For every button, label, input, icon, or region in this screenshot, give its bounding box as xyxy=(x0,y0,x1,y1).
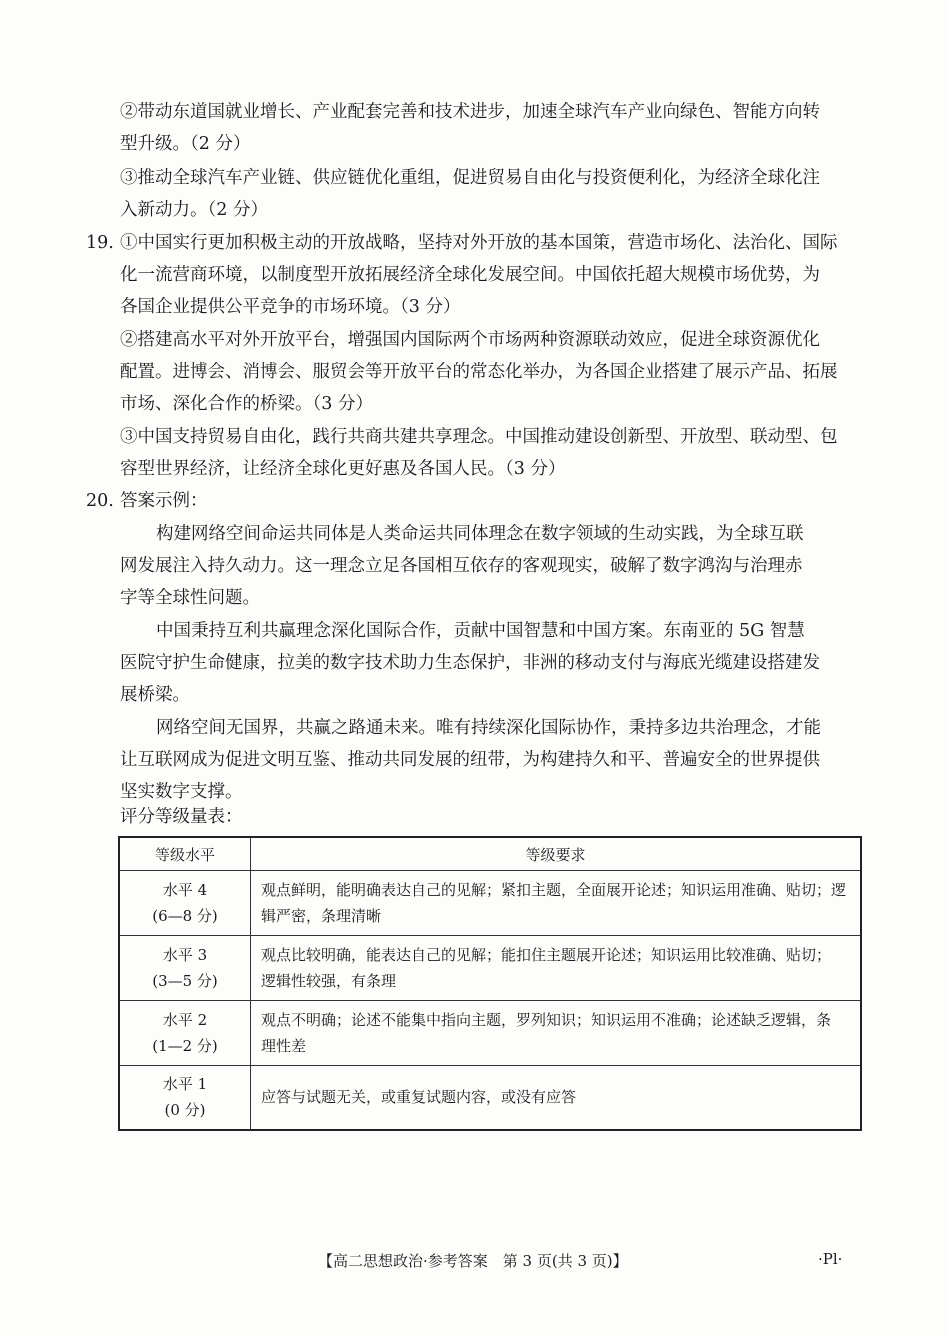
level-cell xyxy=(119,871,251,936)
q18-point-3-line-2: 入新动力。（2 分） xyxy=(120,200,268,220)
q19-point-2-line-3: 市场、深化合作的桥梁。（3 分） xyxy=(120,394,373,414)
header-requirement: 等级要求 xyxy=(251,837,862,871)
level-name: 水平 3 xyxy=(162,946,208,964)
q19-point-1-line-3: 各国企业提供公平竞争的市场环境。（3 分） xyxy=(120,297,461,317)
q19-point-3-line-2: 容型世界经济，让经济全球化更好惠及各国人民。（3 分） xyxy=(120,459,566,479)
grading-scale-title: 评分等级量表： xyxy=(120,807,243,827)
footer-code: ·Pl· xyxy=(818,1250,843,1268)
header-level: 等级水平 xyxy=(119,837,251,871)
q19-point-1-line-1: ①中国实行更加积极主动的开放战略，坚持对外开放的基本国策，营造市场化、法治化、国际 xyxy=(120,233,838,253)
q18-point-3-line-1: ③推动全球汽车产业链、供应链优化重组，促进贸易自由化与投资便利化，为经济全球化注 xyxy=(120,168,820,188)
requirement-line-1: 观点比较明确，能表达自己的见解；能扣住主题展开论述；知识运用比较准确、贴切； xyxy=(261,946,832,964)
level-score: (1—2 分) xyxy=(152,1037,218,1055)
level-cell xyxy=(119,936,251,1001)
level-name: 水平 2 xyxy=(162,1011,208,1029)
q19-point-1-line-2: 化一流营商环境，以制度型开放拓展经济全球化发展空间。中国依托超大规模市场优势，为 xyxy=(120,265,820,285)
q20-para-2-line-2: 医院守护生命健康，拉美的数字技术助力生态保护，非洲的移动支付与海底光缆建设搭建发 xyxy=(120,653,820,673)
requirement-line-2: 逻辑性较强，有条理 xyxy=(261,972,397,990)
level-cell xyxy=(119,1001,251,1066)
requirement-cell xyxy=(251,936,862,1001)
question-20-number: 20. xyxy=(86,491,114,511)
q20-para-2-line-3: 展桥梁。 xyxy=(120,685,190,705)
q20-para-2-line-1: 中国秉持互利共赢理念深化国际合作，贡献中国智慧和中国方案。东南亚的 5G 智慧 xyxy=(156,621,805,641)
level-name: 水平 1 xyxy=(162,1075,208,1094)
requirement-cell xyxy=(251,1001,862,1066)
q19-point-2-line-1: ②搭建高水平对外开放平台，增强国内国际两个市场两种资源联动效应，促进全球资源优化 xyxy=(120,330,820,350)
requirement-line-1: 观点鲜明，能明确表达自己的见解；紧扣主题，全面展开论述；知识运用准确、贴切；逻 xyxy=(261,881,847,899)
q20-para-3-line-2: 让互联网成为促进文明互鉴、推动共同发展的纽带，为构建持久和平、普遍安全的世界提供 xyxy=(120,750,820,770)
q20-para-1-line-3: 字等全球性问题。 xyxy=(120,588,260,608)
requirement-cell xyxy=(251,1066,862,1130)
q20-para-1-line-1: 构建网络空间命运共同体是人类命运共同体理念在数字领域的生动实践，为全球互联 xyxy=(156,524,804,544)
requirement-line-1: 观点不明确；论述不能集中指向主题，罗列知识；知识运用不准确；论述缺乏逻辑，条 xyxy=(261,1011,832,1029)
question-19-number: 19. xyxy=(86,233,114,253)
page-footer: 【高二思想政治·参考答案 第 3 页(共 3 页)】 xyxy=(318,1252,628,1270)
table-header-row xyxy=(119,837,861,871)
table-row xyxy=(119,1066,861,1130)
level-cell xyxy=(119,1066,251,1130)
level-name: 水平 4 xyxy=(162,881,208,899)
grading-scale-table xyxy=(118,836,862,1131)
q20-para-3-line-3: 坚实数字支撑。 xyxy=(120,782,243,802)
q20-para-3-line-1: 网络空间无国界，共赢之路通未来。唯有持续深化国际协作，秉持多边共治理念，才能 xyxy=(156,718,821,738)
q18-point-2-line-2: 型升级。（2 分） xyxy=(120,134,251,154)
q18-point-2-line-1: ②带动东道国就业增长、产业配套完善和技术进步，加速全球汽车产业向绿色、智能方向转 xyxy=(120,102,820,122)
table-row xyxy=(119,871,861,936)
level-score: (0 分) xyxy=(164,1101,206,1120)
requirement-cell xyxy=(251,871,862,936)
requirement-line-2: 理性差 xyxy=(261,1037,307,1055)
requirement-line-2: 辑严密，条理清晰 xyxy=(261,907,382,925)
requirement-line-1: 应答与试题无关，或重复试题内容，或没有应答 xyxy=(261,1088,577,1107)
q20-answer-label: 答案示例： xyxy=(120,491,208,511)
level-score: (6—8 分) xyxy=(152,907,218,925)
table-row xyxy=(119,936,861,1001)
table-row xyxy=(119,1001,861,1066)
q19-point-2-line-2: 配置。进博会、消博会、服贸会等开放平台的常态化举办，为各国企业搭建了展示产品、拓展 xyxy=(120,362,838,382)
q20-para-1-line-2: 网发展注入持久动力。这一理念立足各国相互依存的客观现实，破解了数字鸿沟与治理赤 xyxy=(120,556,803,576)
q19-point-3-line-1: ③中国支持贸易自由化，践行共商共建共享理念。中国推动建设创新型、开放型、联动型、包 xyxy=(120,427,838,447)
level-score: (3—5 分) xyxy=(152,972,218,990)
